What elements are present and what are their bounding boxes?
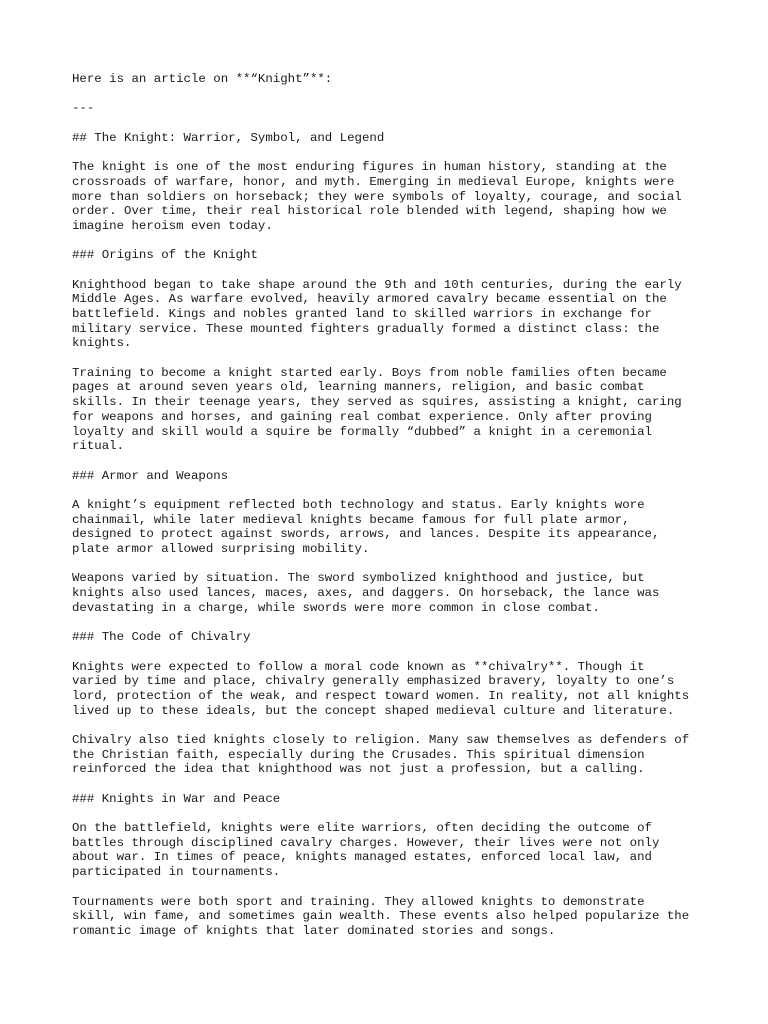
document-page	[72, 72, 712, 953]
heading-text: ### Armor and Weapons	[72, 468, 229, 483]
section-heading	[72, 469, 712, 484]
paragraph-line: Tournaments were both sport and training. They allowed knights to demonstrate	[72, 894, 645, 909]
section-heading	[72, 792, 712, 807]
intro-line: Here is an article on **“Knight”**:	[72, 72, 333, 86]
paragraph-line: chainmail, while later medieval knights became famous for full plate armor,	[72, 512, 630, 527]
paragraph	[72, 733, 712, 777]
separator-line: ---	[72, 101, 95, 116]
paragraph	[72, 821, 712, 880]
paragraph-line: crossroads of warfare, honor, and myth. Emerging in medieval Europe, knights were	[72, 174, 675, 189]
paragraph	[72, 660, 712, 719]
separator-block	[72, 101, 712, 116]
paragraph-line: about war. In times of peace, knights managed estates, enforced local law, and	[72, 850, 652, 865]
paragraph-line: designed to protect against swords, arrows, and lances. Despite its appearance,	[72, 527, 660, 542]
paragraph	[72, 160, 712, 233]
paragraph-line: varied by time and place, chivalry generally emphasized bravery, loyalty to one’s	[72, 674, 675, 689]
section-heading	[72, 248, 712, 263]
paragraph-line: order. Over time, their real historical role blended with legend, shaping how we	[72, 204, 667, 219]
paragraph-line: romantic image of knights that later dominated stories and songs.	[72, 923, 556, 938]
paragraph-line: loyalty and skill would a squire be formally “dubbed” a knight in a ceremonial	[72, 424, 652, 439]
paragraph-line: skill, win fame, and sometimes gain wealth. These events also helped popularize the	[72, 909, 690, 924]
paragraph-line: for weapons and horses, and gaining real combat experience. Only after proving	[72, 409, 652, 424]
paragraph-line: participated in tournaments.	[72, 865, 281, 880]
paragraph-line: On the battlefield, knights were elite warriors, often deciding the outcome of	[72, 821, 652, 836]
heading-text: ### Origins of the Knight	[72, 248, 258, 263]
paragraph-line: devastating in a charge, while swords were more common in close combat.	[72, 600, 600, 615]
heading-text: ### The Code of Chivalry	[72, 630, 251, 645]
paragraph-line: battlefield. Kings and nobles granted land to skilled warriors in exchange for	[72, 307, 652, 321]
paragraph	[72, 366, 712, 454]
paragraph	[72, 498, 712, 557]
paragraph-line: Knighthood began to take shape around the 9th and 10th centuries, during the early	[72, 277, 682, 292]
paragraph-line: Training to become a knight started early. Boys from noble families often became	[72, 365, 667, 380]
paragraph-line: Chivalry also tied knights closely to religion. Many saw themselves as defenders of	[72, 732, 690, 747]
paragraph-line: plate armor allowed surprising mobility.	[72, 542, 370, 556]
paragraph-line: lord, protection of the weak, and respect toward women. In reality, not all knights	[72, 688, 690, 703]
heading-text: ### Knights in War and Peace	[72, 791, 281, 806]
paragraph-line: the Christian faith, especially during the Crusades. This spiritual dimension	[72, 747, 645, 762]
paragraph-line: lived up to these ideals, but the concept shaped medieval culture and literature.	[72, 703, 675, 718]
paragraph-line: Weapons varied by situation. The sword symbolized knighthood and justice, but	[72, 571, 645, 586]
paragraph-line: pages at around seven years old, learning manners, religion, and basic combat	[72, 380, 645, 395]
article-title: ## The Knight: Warrior, Symbol, and Legend	[72, 130, 385, 145]
intro-block	[72, 72, 712, 87]
paragraph-line: knights also used lances, maces, axes, and daggers. On horseback, the lance was	[72, 586, 660, 601]
paragraph	[72, 278, 712, 351]
paragraph-line: military service. These mounted fighters gradually formed a distinct class: the	[72, 321, 660, 336]
paragraph-line: battles through disciplined cavalry charges. However, their lives were not only	[72, 835, 660, 850]
article-body	[72, 160, 712, 938]
paragraph	[72, 895, 712, 939]
paragraph-line: knights.	[72, 336, 132, 351]
paragraph-line: A knight’s equipment reflected both technology and status. Early knights wore	[72, 497, 645, 512]
paragraph-line: imagine heroism even today.	[72, 218, 273, 233]
paragraph-line: Knights were expected to follow a moral code known as **chivalry**. Though it	[72, 659, 645, 674]
section-heading	[72, 630, 712, 645]
paragraph-line: reinforced the idea that knighthood was not just a profession, but a calling.	[72, 762, 645, 777]
paragraph-line: Middle Ages. As warfare evolved, heavily armored cavalry became essential on the	[72, 292, 667, 307]
paragraph-line: skills. In their teenage years, they served as squires, assisting a knight, caring	[72, 395, 682, 410]
title-block	[72, 131, 712, 146]
paragraph-line: more than soldiers on horseback; they were symbols of loyalty, courage, and social	[72, 189, 682, 204]
paragraph-line: The knight is one of the most enduring figures in human history, standing at the	[72, 160, 667, 175]
paragraph-line: ritual.	[72, 439, 125, 454]
paragraph	[72, 571, 712, 615]
